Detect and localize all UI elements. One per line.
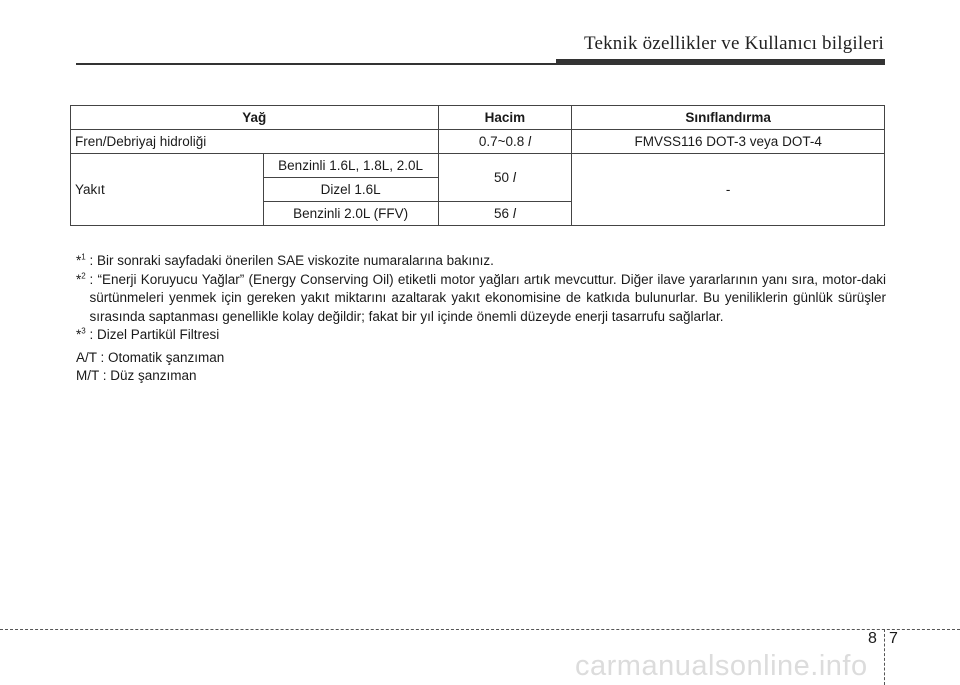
page-number: 7	[889, 630, 898, 647]
footnote-marker: *$^3$	[76, 326, 86, 342]
fuel-volume-50: 50 l	[438, 154, 572, 202]
fuel-engine-gasoline: Benzinli 1.6L, 1.8L, 2.0L	[263, 154, 438, 178]
column-header-oil: Yağ	[71, 106, 439, 130]
page-header-title: Teknik özellikler ve Kullanıcı bilgileri	[583, 33, 884, 54]
fuel-engine-ffv: Benzinli 2.0L (FFV)	[263, 202, 438, 226]
footnote-marker: *$^1$	[76, 252, 86, 268]
abbreviation-mt: M/T : Düz şanzıman	[76, 368, 197, 383]
table-row	[71, 130, 885, 154]
chapter-number: 8	[868, 630, 877, 647]
brake-fluid-label: Fren/Debriyaj hidroliği	[71, 130, 439, 154]
footer-divider	[0, 629, 960, 630]
fuel-class: -	[572, 154, 885, 226]
table-row	[71, 154, 885, 178]
brake-fluid-volume: 0.7~0.8 l	[438, 130, 572, 154]
header-rule-thick	[556, 59, 885, 65]
footer-page-divider	[884, 629, 885, 685]
footnote-text: : “Enerji Koruyucu Yağlar” (Energy Conserving Oil) etiketli motor yağları artık mevcuttur. Diğer ilave yararlarının yanı sıra, motor-daki sürtünmeleri yenmek için gereken yakıt miktarını azaltarak yakıt ekonomisine de katkıda bulunurlar. Bu yeniliklerin günlük sürüşler sırasında saptanması genellikle kolay değildir; fakat bir yıl içinde önemli düzeyde enerji tasarrufu sağlarlar.	[89, 271, 886, 324]
footnote-2	[76, 271, 886, 327]
lubricant-spec-table	[70, 105, 885, 226]
footnote-text: : Bir sonraki sayfadaki önerilen SAE viskozite numaralarına bakınız.	[89, 253, 494, 268]
brake-fluid-class: FMVSS116 DOT-3 veya DOT-4	[572, 130, 885, 154]
fuel-label: Yakıt	[71, 154, 264, 226]
footnote-1	[76, 252, 886, 271]
header-rule-thin	[76, 63, 560, 65]
footnote-marker: *$^2$	[76, 271, 86, 287]
column-header-volume: Hacim	[438, 106, 572, 130]
footnote-text: : Dizel Partikül Filtresi	[89, 327, 220, 342]
fuel-volume-56: 56 l	[438, 202, 572, 226]
footnote-3	[76, 326, 886, 345]
table-header-row	[71, 106, 885, 130]
watermark: carmanualsonline.info	[575, 650, 868, 682]
column-header-classification: Sınıflandırma	[572, 106, 885, 130]
footnotes	[76, 252, 886, 345]
abbreviation-at: A/T : Otomatik şanzıman	[76, 350, 225, 365]
fuel-engine-diesel: Dizel 1.6L	[263, 178, 438, 202]
